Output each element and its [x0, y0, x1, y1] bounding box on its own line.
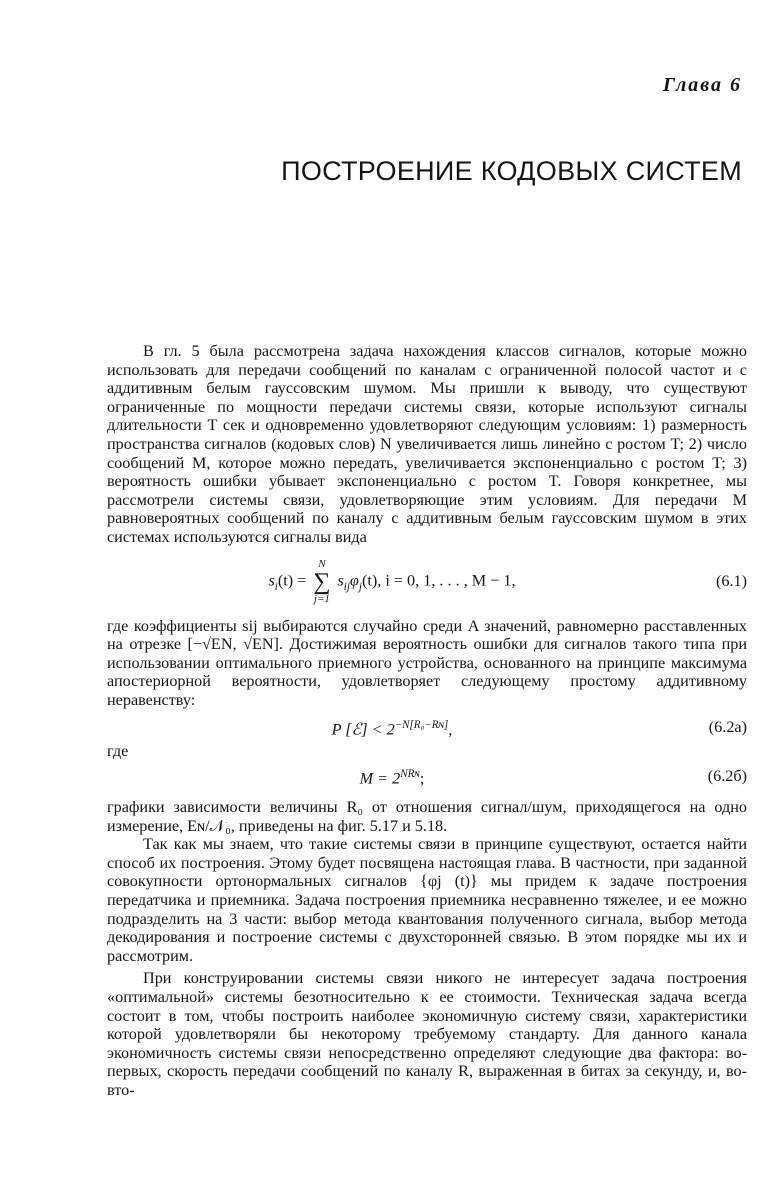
chapter-label: Глава 6	[662, 74, 742, 96]
eq62b-lhs: M = 2	[359, 769, 401, 788]
eq61-tail: (t), i = 0, 1, . . . , M − 1,	[361, 571, 516, 590]
equation-6-1	[107, 559, 747, 605]
equation-6-2a	[107, 716, 747, 739]
paragraph-1: В гл. 5 была рассмотрена задача нахождения классов сигналов, которые можно использовать для передачи сообщений по каналам с ограниченной полосой частот и с аддитивным белым гауссовским шумом. Мы пришли к выводу, что существуют ограниченные по мощности передачи системы связи, которые используют сигналы длительности T сек и одновременно удовлетворяют следующим условиям: 1) размерность пространства сигналов (кодовых слов) N увеличивается лишь линейно с ростом T; 2) число сообщений M, которое можно передать, увеличивается экспоненциально с ростом T; 3) вероятность ошибки убывает экспоненциально с ростом T. Говоря конкретнее, мы рассмотрели системы связи, удовлетворяющие этим условиям. Для передачи M равновероятных сообщений по каналу с аддитивным белым гауссовским шумом в этих системах используются сигналы вида	[107, 342, 747, 546]
sum-symbol	[313, 559, 330, 605]
eq61-rhs: s	[337, 571, 344, 590]
sigma-icon: ∑	[313, 568, 331, 595]
eq61-phi-sub: j	[358, 580, 362, 593]
body-text	[107, 342, 747, 1100]
sum-upper-limit: N	[318, 557, 326, 570]
eq61-rhs-sub: ij	[343, 580, 350, 593]
equation-number-6-2b: (6.2б)	[707, 767, 747, 786]
eq62a-tail: ,	[448, 719, 453, 738]
eq61-lhs-sub: i	[274, 580, 278, 593]
equation-6-2b	[107, 765, 747, 788]
paragraph-4: Так как мы знаем, что такие системы связи в принципе существуют, остается найти способ их построения. Этому будет посвящена настоящая глава. В частности, при заданной совокупности ортонормальных сигналов {φj (t)} мы придем к задаче построения передатчика и приемника. Задача построения приемника несравненно тяжелее, и ее можно подразделить на 3 части: выбор метода квантования полученного сигнала, выбор метода декодирования и построение системы с двухсторонней связью. В этом порядке мы их и рассмотрим.	[107, 835, 747, 965]
eq61-arg: (t) =	[277, 571, 311, 590]
paragraph-3: графики зависимости величины R₀ от отношения сигнал/шум, приходящегося на одно измерение, Eɴ/𝒩₀, приведены на фиг. 5.17 и 5.18.	[107, 798, 747, 835]
equation-6-2a-body	[107, 716, 677, 739]
where-word: где	[107, 742, 129, 761]
equation-number-6-1: (6.1)	[715, 572, 747, 591]
chapter-title: ПОСТРОЕНИЕ КОДОВЫХ СИСТЕМ	[281, 156, 742, 186]
sum-lower-limit: j=1	[313, 592, 330, 605]
equation-6-1-body	[107, 559, 677, 605]
equation-number-6-2a: (6.2а)	[708, 717, 747, 736]
eq62b-sup: NRɴ	[400, 768, 420, 781]
eq61-lhs: s	[268, 571, 275, 590]
eq62b-tail: ;	[419, 769, 425, 788]
equation-6-2b-body	[107, 765, 677, 788]
paragraph-2: где коэффициенты sij выбираются случайно среди A значений, равномерно расставленных на отрезке [−√EN, √EN]. Достижимая вероятность ошибки для сигналов такого типа при использовании оптимального приемного устройства, основанного на принципе максимума апостериорной вероятности, удовлетворяет следующему простому аддитивному неравенству:	[107, 616, 747, 709]
paragraph-5: При конструировании системы связи никого не интересует задача построения «оптимальной» системы безотносительно к ее стоимости. Техническая задача всегда состоит в том, чтобы построить наиболее экономичную систему связи, характеристики которой удовлетворяли бы некоторому требуемому стандарту. Для данного канала экономичность системы связи непосредственно определяют следующие два фактора: во-первых, скорость передачи сообщений по каналу R, выраженная в битах за секунду, и, во-вто-	[107, 969, 747, 1099]
eq62a-sup: −N[R₀−Rɴ]	[394, 718, 449, 731]
eq62a-lhs: P [ℰ] < 2	[331, 719, 395, 738]
eq61-phi: φ	[349, 571, 359, 590]
